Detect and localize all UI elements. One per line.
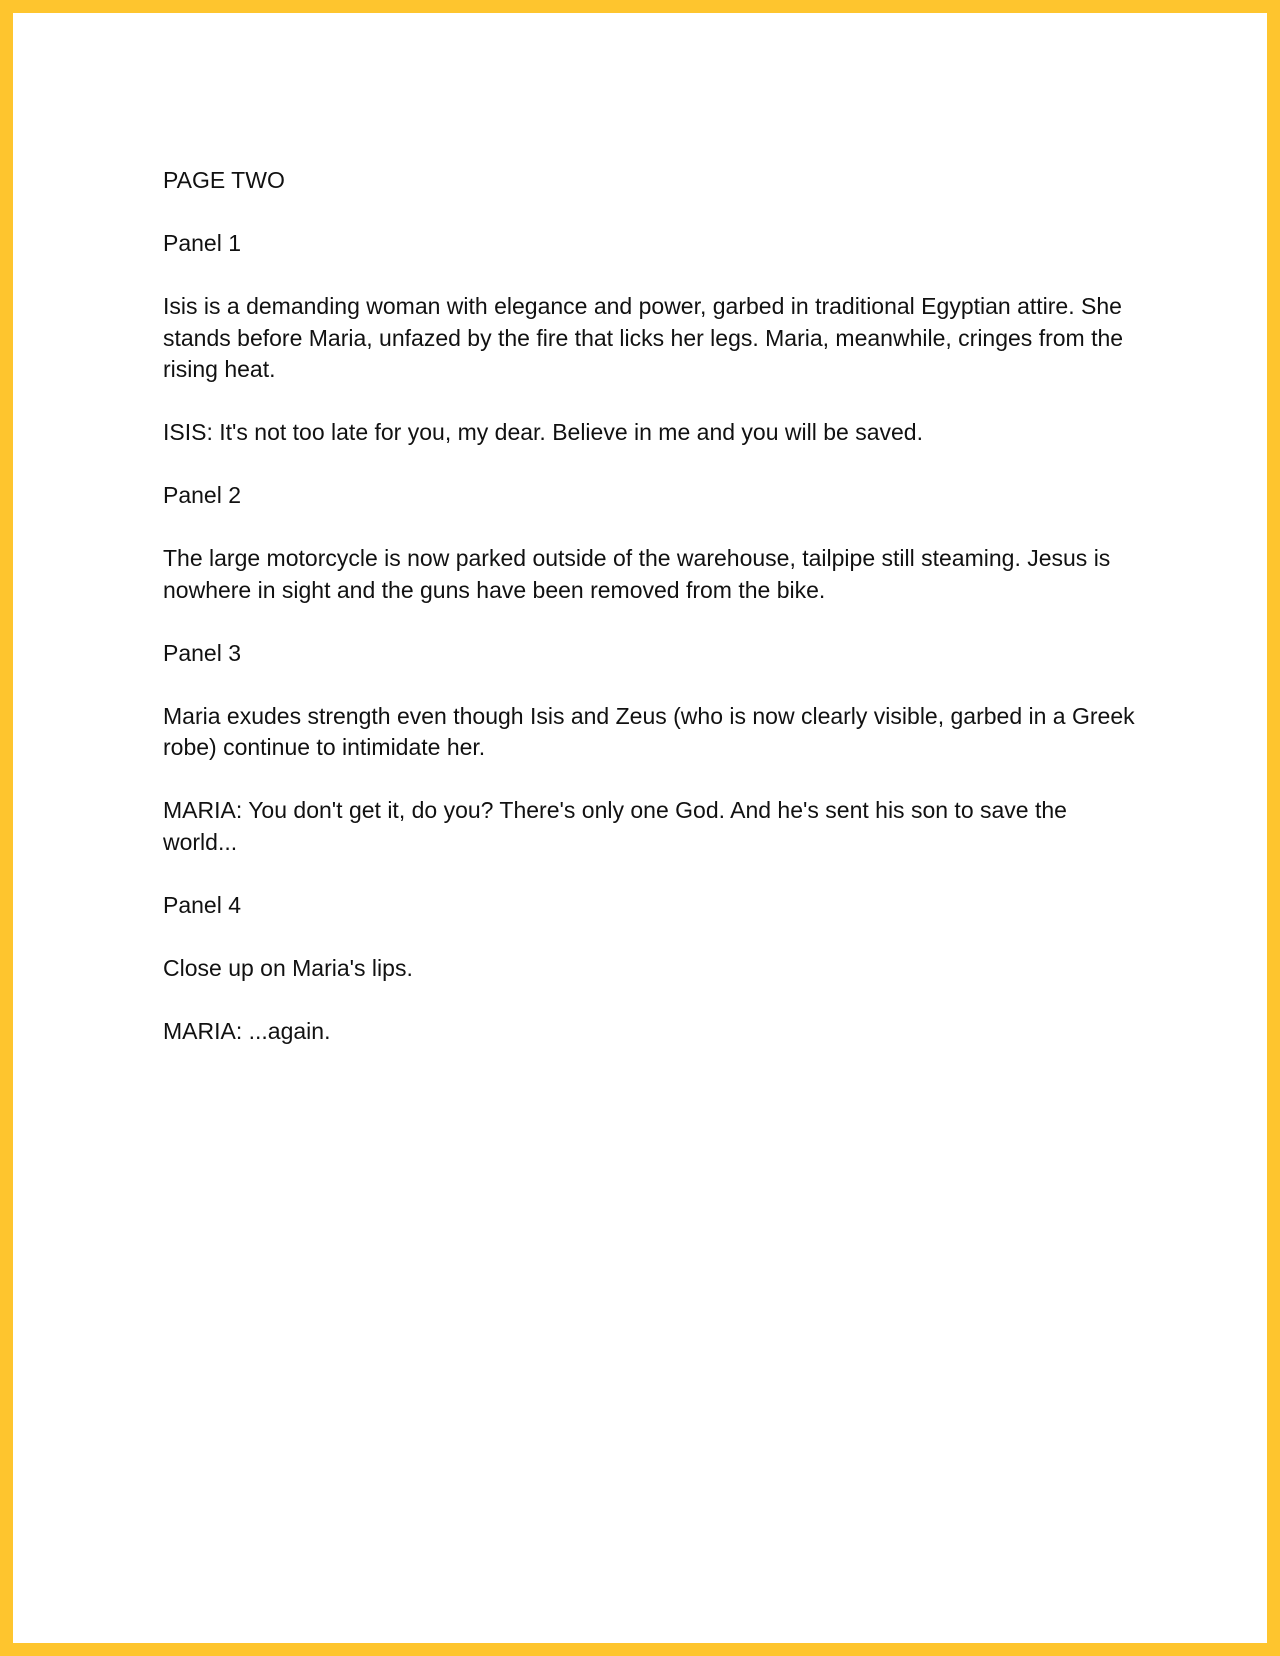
panel-1-description: Isis is a demanding woman with elegance and power, garbed in traditional Egyptian attire. She stands before Maria, unfazed by the fire that licks her legs. Maria, meanwhile, cringes from the rising heat.: [163, 293, 1124, 382]
panel-4-label: Panel 4: [163, 891, 242, 918]
panel-4-dialogue: MARIA: ...again.: [163, 1017, 331, 1044]
panel-3-dialogue: MARIA: You don't get it, do you? There's only one God. And he's sent his son to save the world...: [163, 797, 1067, 855]
page-heading: PAGE TWO: [163, 167, 285, 193]
panel-3-description: Maria exudes strength even though Isis and Zeus (who is now clearly visible, garbed in a Greek robe) continue to intimidate her.: [163, 702, 1135, 760]
panel-1-dialogue: ISIS: It's not too late for you, my dear. Believe in me and you will be saved.: [163, 419, 923, 445]
script-page: [163, 165, 1143, 1079]
panel-3-label: Panel 3: [163, 639, 242, 666]
panel-2-description: The large motorcycle is now parked outside of the warehouse, tailpipe still steaming. Jesus is nowhere in sight and the guns have been removed from the bike.: [163, 545, 1111, 603]
panel-2-label: Panel 2: [163, 482, 242, 508]
panel-4-description: Close up on Maria's lips.: [163, 954, 413, 981]
panel-1-label: Panel 1: [163, 230, 242, 256]
